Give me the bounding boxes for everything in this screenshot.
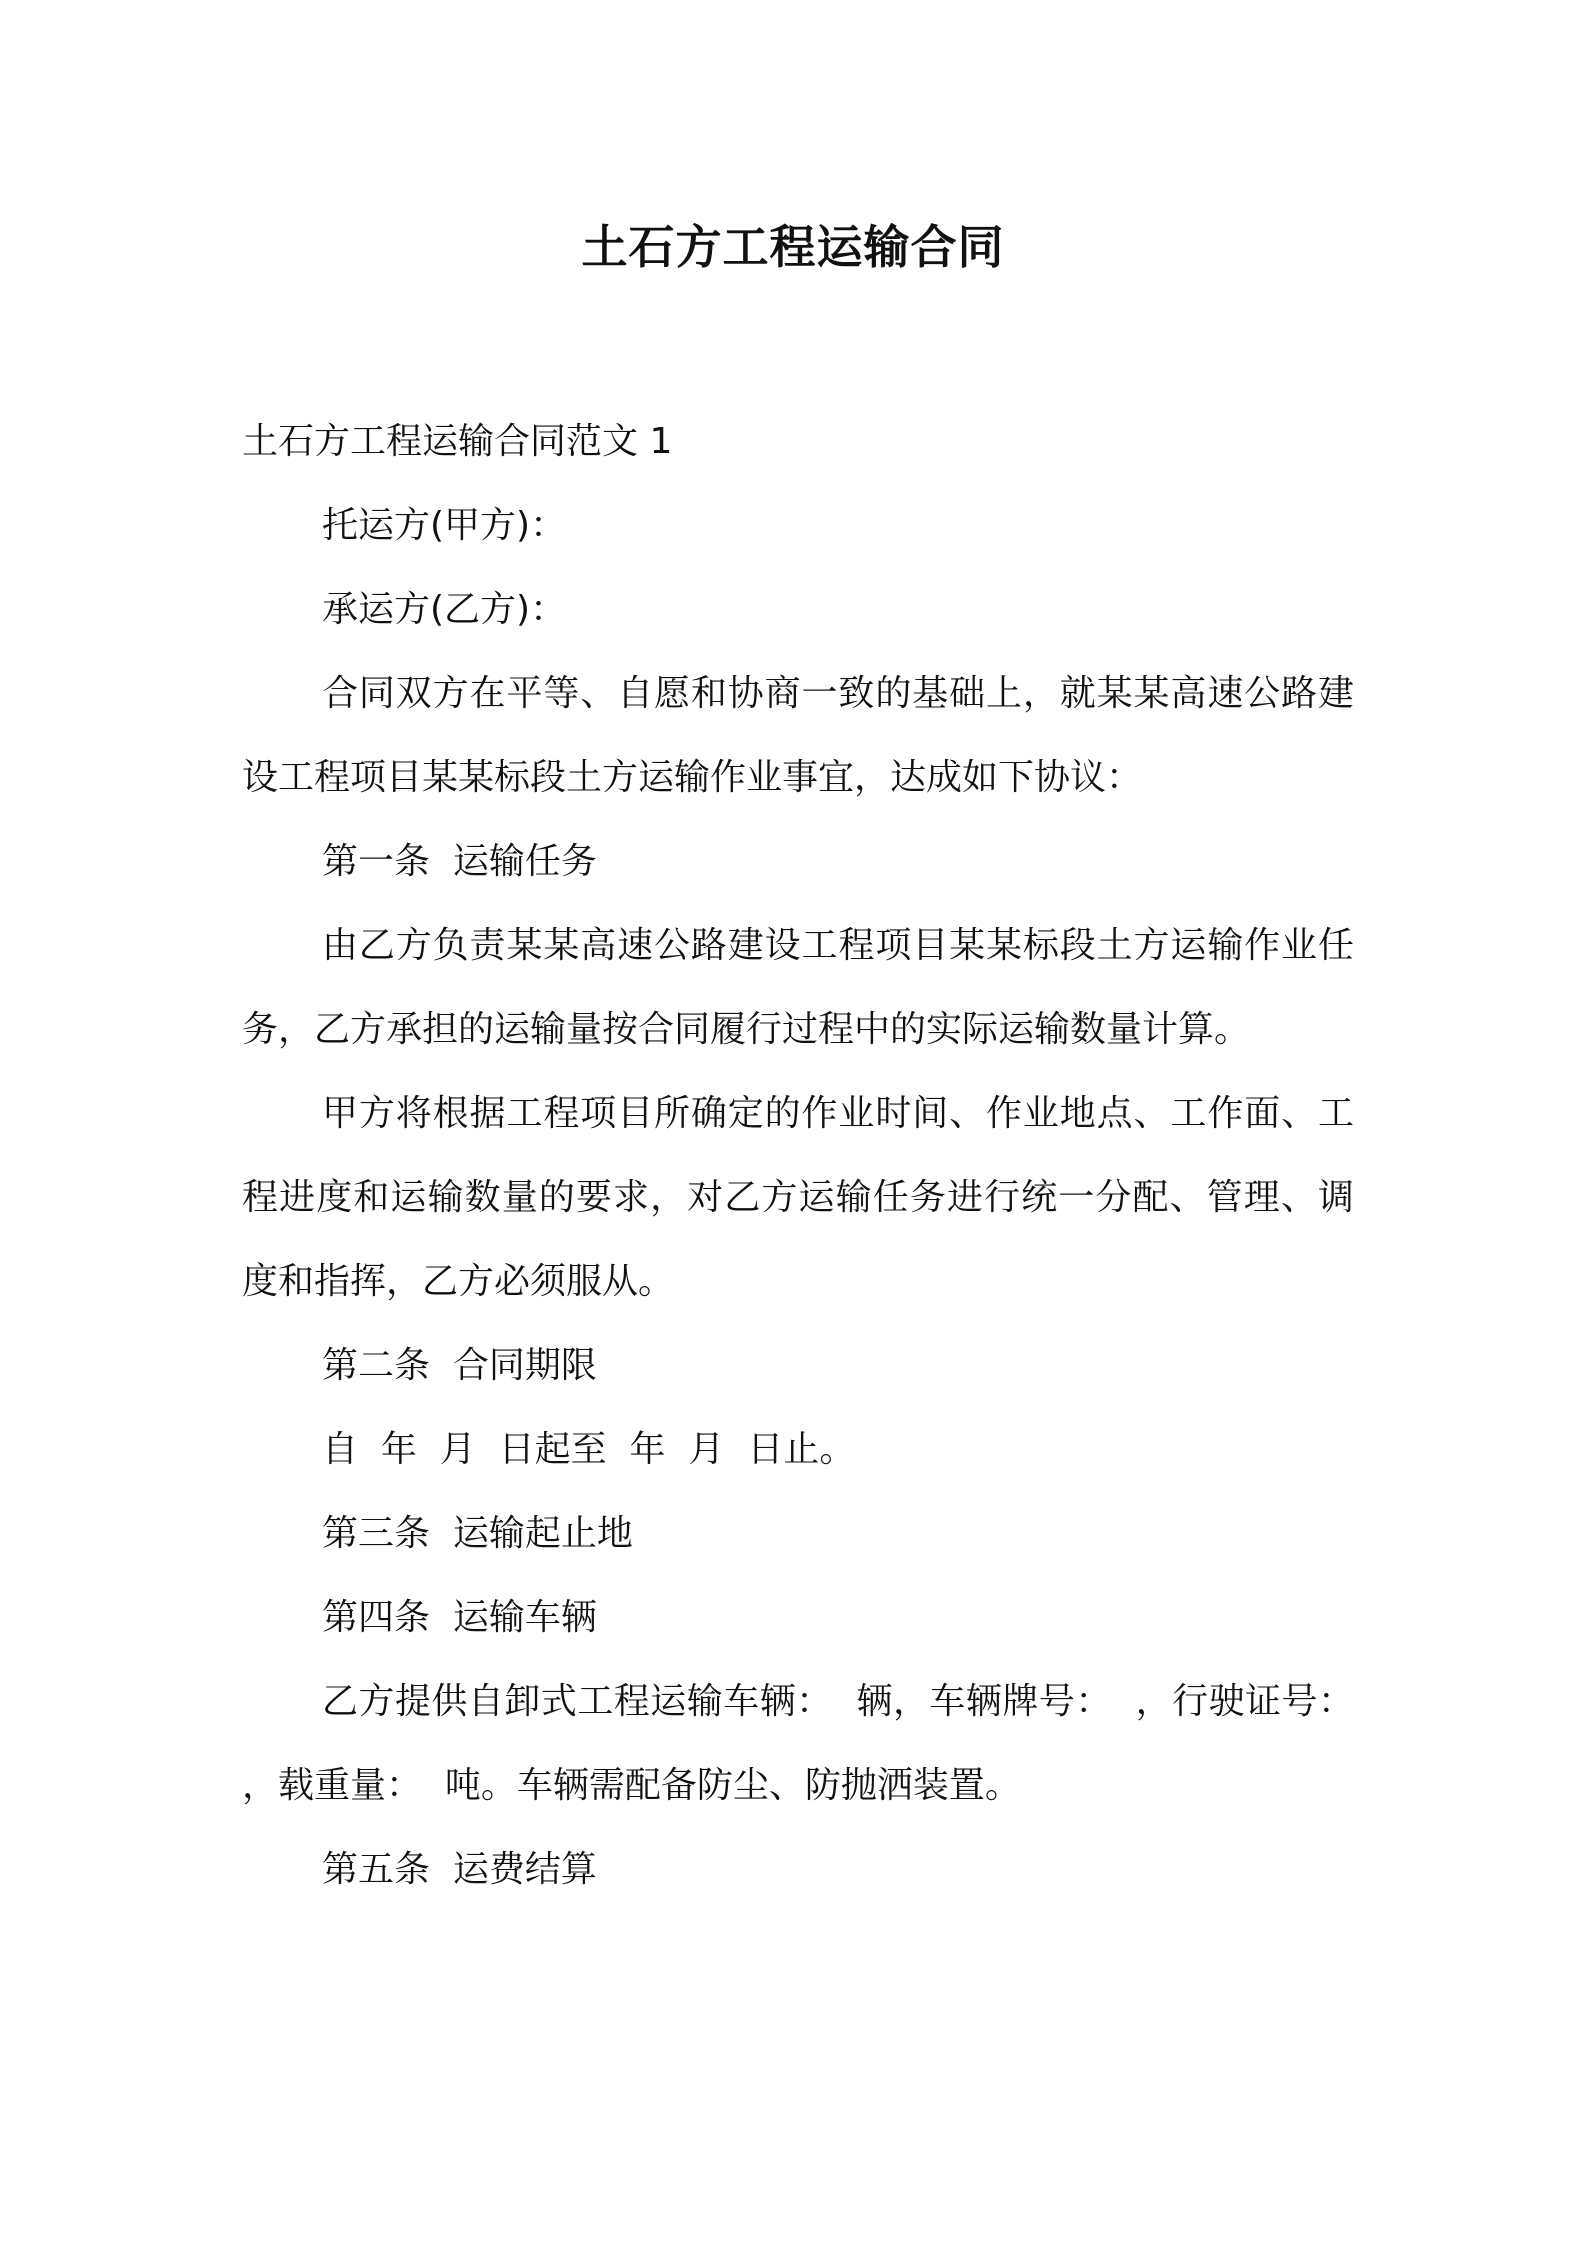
article-3-heading: 第三条 运输起止地: [322, 1513, 633, 1554]
document-body: [242, 400, 1377, 1912]
intro-paragraph: 合同双方在平等、自愿和协商一致的基础上，就某某高速公路建设工程项目某某标段土方运输作业事宜，达成如下协议：: [242, 673, 1354, 798]
document-subtitle: 土石方工程运输合同范文 1: [242, 421, 673, 462]
article-2-heading: 第二条 合同期限: [322, 1345, 597, 1386]
article-5-heading: 第五条 运费结算: [322, 1849, 597, 1890]
article-1-paragraph-1: 由乙方负责某某高速公路建设工程项目某某标段土方运输作业任务，乙方承担的运输量按合同履行过程中的实际运输数量计算。: [242, 925, 1354, 1050]
document-title: 土石方工程运输合同: [581, 220, 1005, 274]
article-4-heading: 第四条 运输车辆: [322, 1597, 597, 1638]
article-1-paragraph-2: 甲方将根据工程项目所确定的作业时间、作业地点、工作面、工程进度和运输数量的要求，对乙方运输任务进行统一分配、管理、调度和指挥，乙方必须服从。: [242, 1093, 1354, 1302]
article-2-paragraph: 自 年 月 日起至 年 月 日止。: [322, 1429, 856, 1470]
article-4-paragraph: 乙方提供自卸式工程运输车辆： 辆，车辆牌号： ，行驶证号： ，载重量： 吨。车辆需配备防尘、防抛洒装置。: [242, 1681, 1377, 1806]
party-a-line: 托运方(甲方)：: [322, 505, 567, 546]
party-b-line: 承运方(乙方)：: [322, 589, 567, 630]
article-1-heading: 第一条 运输任务: [322, 841, 597, 882]
